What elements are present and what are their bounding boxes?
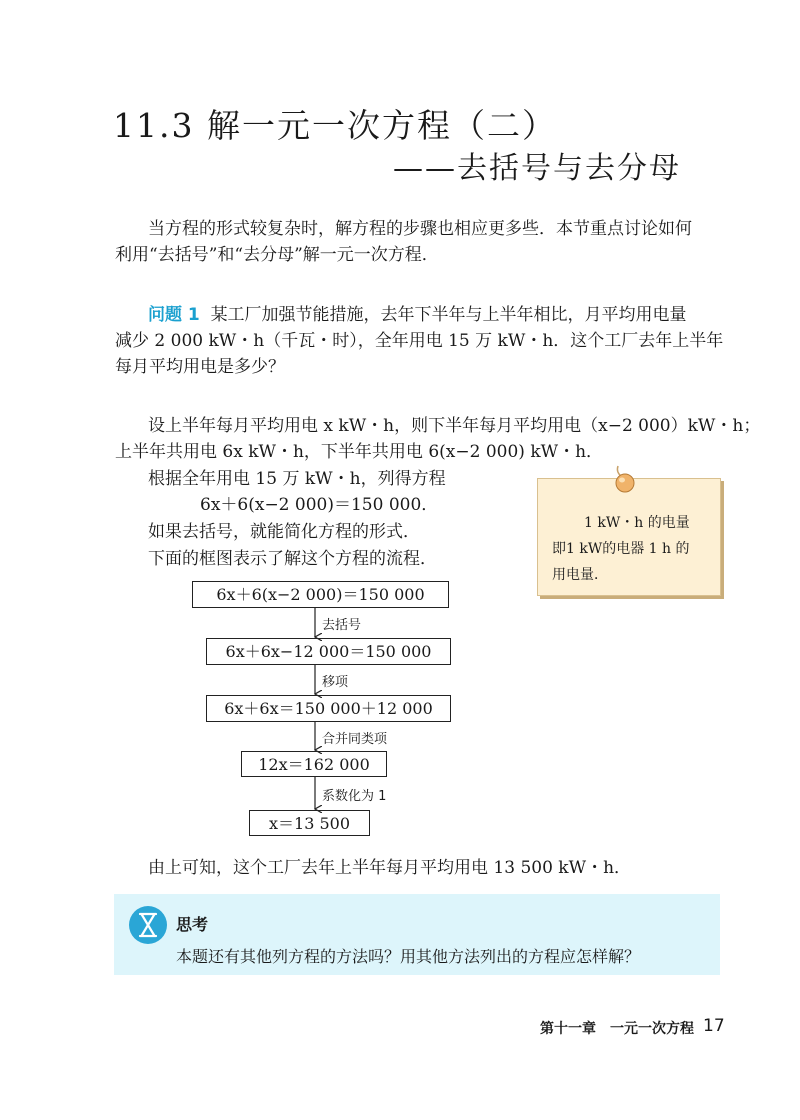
- problem-line-2: 减少 2 000 kW・h（千瓦・时），全年用电 15 万 kW・h．这个工厂去年上半年: [115, 331, 724, 351]
- solution-line-1: 设上半年每月平均用电 x kW・h，则下半年每月平均用电（x−2 000）kW・h；: [148, 416, 761, 436]
- problem-label: 问题 1: [148, 305, 200, 325]
- conclusion: 由上可知，这个工厂去年上半年每月平均用电 13 500 kW・h．: [148, 858, 632, 878]
- problem-text-1: 某工厂加强节能措施，去年下半年与上半年相比，月平均用电量: [210, 305, 687, 325]
- think-heading: 思考: [176, 915, 209, 934]
- problem-line-1: [148, 302, 687, 328]
- page-number: 17: [703, 1016, 725, 1036]
- side-note-line-2: 即1 kW的电器 1 h 的: [552, 541, 690, 557]
- solution-line-2: 上半年共用电 6x kW・h，下半年共用电 6(x−2 000) kW・h．: [115, 442, 604, 462]
- flow-step-3: 合并同类项: [322, 732, 388, 747]
- lightbulb-icon: [612, 464, 638, 494]
- section-subtitle: ——去括号与去分母: [393, 151, 681, 186]
- solution-equation: 6x＋6(x−2 000)＝150 000．: [200, 495, 439, 515]
- think-text: 本题还有其他列方程的方法吗？用其他方法列出的方程应怎样解？: [176, 947, 641, 966]
- intro-line-2: 利用“去括号”和“去分母”解一元一次方程．: [115, 245, 439, 265]
- flow-step-1: 去括号: [322, 618, 362, 633]
- side-note-line-1: 1 kW・h 的电量: [584, 515, 690, 531]
- flow-box-3: 6x＋6x＝150 000＋12 000: [206, 695, 451, 722]
- intro-line-1: 当方程的形式较复杂时，解方程的步骤也相应更多些．本节重点讨论如何: [148, 219, 692, 239]
- flow-step-2: 移项: [322, 675, 349, 690]
- flow-box-2: 6x＋6x−12 000＝150 000: [206, 638, 451, 665]
- flow-step-4: 系数化为 1: [322, 789, 387, 804]
- footer-chapter: 第十一章 一元一次方程: [540, 1021, 694, 1037]
- side-note-text: [552, 510, 690, 588]
- solution-line-5: 下面的框图表示了解这个方程的流程．: [148, 549, 437, 569]
- solution-line-4: 如果去括号，就能简化方程的形式．: [148, 522, 420, 542]
- hourglass-icon: [128, 905, 168, 945]
- side-note-line-3: 用电量．: [552, 567, 608, 583]
- flow-box-4: 12x＝162 000: [241, 751, 387, 777]
- solution-line-3: 根据全年用电 15 万 kW・h，列得方程: [148, 469, 446, 489]
- section-title: 11.3 解一元一次方程（二）: [113, 106, 557, 145]
- problem-line-3: 每月平均用电是多少？: [115, 357, 285, 377]
- flow-box-1: 6x＋6(x−2 000)＝150 000: [192, 581, 449, 608]
- flow-box-5: x＝13 500: [249, 810, 370, 836]
